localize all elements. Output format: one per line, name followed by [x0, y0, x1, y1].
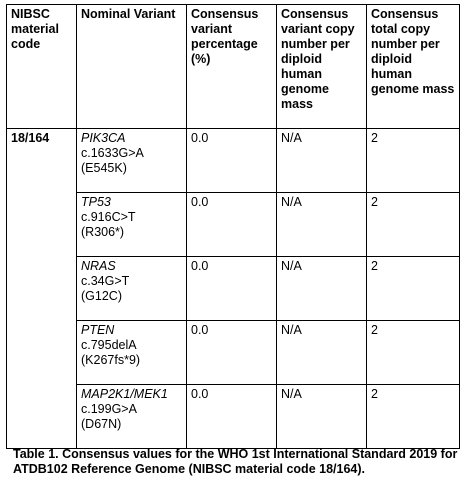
- table-body: [7, 129, 460, 449]
- variant-copy-cell: N/A: [277, 129, 367, 193]
- total-copy-cell: 2: [367, 129, 460, 193]
- variant-copy-cell: N/A: [277, 385, 367, 449]
- nucleotide-change: c.34G>T: [81, 274, 130, 288]
- header-variant-percentage: Consensus variant percentage (%): [187, 5, 277, 129]
- header-nominal-variant: Nominal Variant: [77, 5, 187, 129]
- variant-copy-cell: N/A: [277, 193, 367, 257]
- protein-change: (D67N): [81, 417, 122, 431]
- percentage-cell: 0.0: [187, 257, 277, 321]
- consensus-values-table: [6, 4, 460, 449]
- protein-change: (G12C): [81, 289, 122, 303]
- table-caption: Table 1. Consensus values for the WHO 1st International Standard 2019 for ATDB102 Reference Genome (NIBSC material code 18/164).: [13, 447, 458, 476]
- gene-name: PTEN: [81, 323, 115, 337]
- table-header: [7, 5, 460, 129]
- nucleotide-change: c.199G>A: [81, 402, 137, 416]
- percentage-cell: 0.0: [187, 129, 277, 193]
- protein-change: (R306*): [81, 225, 125, 239]
- variant-cell: [77, 321, 187, 385]
- total-copy-cell: 2: [367, 385, 460, 449]
- header-total-copy-number: Consensus total copy number per diploid human genome mass: [367, 5, 460, 129]
- variant-copy-cell: N/A: [277, 321, 367, 385]
- percentage-cell: 0.0: [187, 385, 277, 449]
- percentage-cell: 0.0: [187, 193, 277, 257]
- header-material-code: NIBSC material code: [7, 5, 77, 129]
- variant-cell: [77, 193, 187, 257]
- material-code-cell: 18/164: [7, 129, 77, 449]
- total-copy-cell: 2: [367, 193, 460, 257]
- table-row: [7, 129, 460, 193]
- variant-cell: [77, 257, 187, 321]
- protein-change: (E545K): [81, 161, 127, 175]
- gene-name: PIK3CA: [81, 131, 126, 145]
- header-row: [7, 5, 460, 129]
- variant-copy-cell: N/A: [277, 257, 367, 321]
- nucleotide-change: c.1633G>A: [81, 146, 144, 160]
- gene-name: TP53: [81, 195, 111, 209]
- total-copy-cell: 2: [367, 321, 460, 385]
- protein-change: (K267fs*9): [81, 353, 141, 367]
- gene-name: NRAS: [81, 259, 116, 273]
- variant-cell: [77, 129, 187, 193]
- gene-name: MAP2K1/MEK1: [81, 387, 168, 401]
- variant-cell: [77, 385, 187, 449]
- header-variant-copy-number: Consensus variant copy number per diploid human genome mass: [277, 5, 367, 129]
- percentage-cell: 0.0: [187, 321, 277, 385]
- nucleotide-change: c.916C>T: [81, 210, 136, 224]
- nucleotide-change: c.795delA: [81, 338, 137, 352]
- total-copy-cell: 2: [367, 257, 460, 321]
